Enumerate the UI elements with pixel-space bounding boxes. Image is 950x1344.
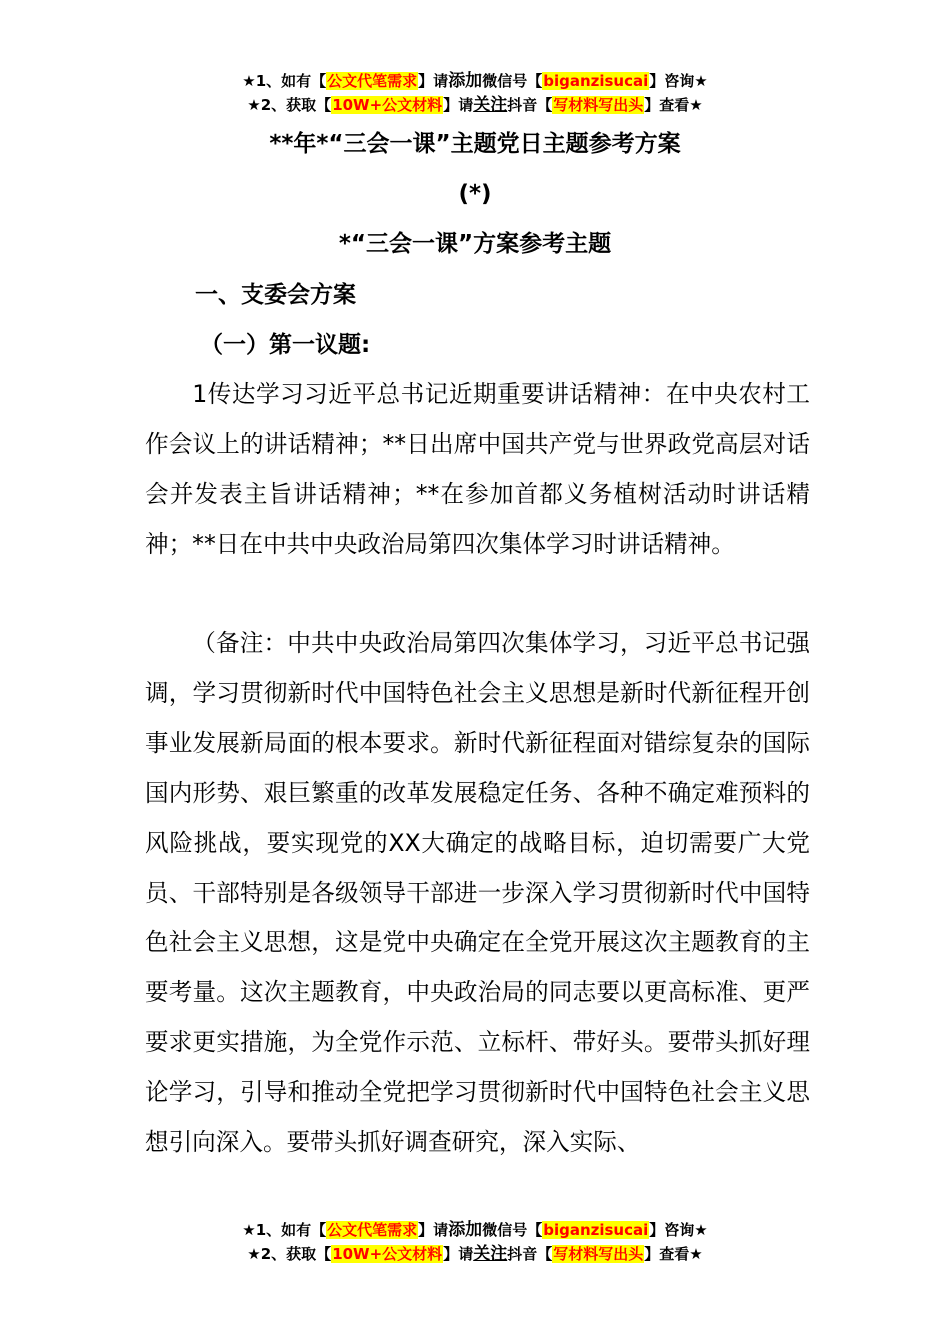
ad-emphasis: 添加 xyxy=(448,1220,483,1240)
ad-text: 微信号【 xyxy=(482,1221,543,1239)
ad-text: 】查看★ xyxy=(644,1245,703,1263)
ad-banner-top-line2 xyxy=(0,94,950,116)
ad-wechat-id: biganzisucai xyxy=(543,1221,649,1239)
body-paragraph-1: 1传达学习习近平总书记近期重要讲话精神：在中央农村工作会议上的讲话精神；**日出席中国共产党与世界政党高层对话会并发表主旨讲话精神；**在参加首都义务植树活动时讲话精神；**日在中共中央政治局第四次集体学习时讲话精神。 xyxy=(145,380,810,558)
ad-text: 】请 xyxy=(418,72,449,90)
ad-text: ★2、获取【 xyxy=(247,1245,332,1263)
body-paragraph-2: （备注：中共中央政治局第四次集体学习，习近平总书记强调，学习贯彻新时代中国特色社会主义思想是新时代新征程开创事业发展新局面的根本要求。新时代新征程面对错综复杂的国际国内形势、艰巨繁重的改革发展稳定任务、各种不确定难预料的风险挑战，要实现党的XX大确定的战略目标，迫切需要广大党员、干部特别是各级领导干部进一步深入学习贯彻新时代中国特色社会主义思想，这是党中央确定在全党开展这次主题教育的主要考量。这次主题教育，中央政治局的同志要以更高标准、更严要求更实措施，为全党作示范、立标杆、带好头。要带头抓好理论学习，引导和推动全党把学习贯彻新时代中国特色社会主义思想引向深入。要带头抓好调查研究，深入实际、 xyxy=(145,629,810,1157)
ad-emphasis: 关注 xyxy=(473,95,508,115)
ad-text: ★1、如有【 xyxy=(242,1221,327,1239)
ad-wechat-id: biganzisucai xyxy=(543,72,649,90)
ad-douyin-id: 写材料写出头 xyxy=(553,1245,644,1263)
ad-highlight: 公文代笔需求 xyxy=(327,72,418,90)
ad-text: 】咨询★ xyxy=(649,72,708,90)
ad-highlight: 公文代笔需求 xyxy=(327,1221,418,1239)
ad-highlight: 10W+公文材料 xyxy=(332,96,443,114)
ad-text: 抖音【 xyxy=(507,96,553,114)
ad-text: 】请 xyxy=(418,1221,449,1239)
ad-text: 】查看★ xyxy=(644,96,703,114)
document-subtitle: (*) xyxy=(458,181,492,207)
ad-emphasis: 关注 xyxy=(473,1244,508,1264)
ad-banner-bottom-line2 xyxy=(0,1243,950,1265)
ad-banner-top-line1 xyxy=(0,70,950,92)
section-heading: 一、支委会方案 xyxy=(195,282,356,308)
subsection-heading: （一）第一议题: xyxy=(200,332,371,358)
ad-emphasis: 添加 xyxy=(448,71,483,91)
ad-text: 抖音【 xyxy=(507,1245,553,1263)
ad-banner-bottom-line1 xyxy=(0,1219,950,1241)
ad-text: 】咨询★ xyxy=(649,1221,708,1239)
document-title: **年*“三会一课”主题党日主题参考方案 xyxy=(269,131,681,157)
ad-text: ★2、获取【 xyxy=(247,96,332,114)
ad-douyin-id: 写材料写出头 xyxy=(553,96,644,114)
ad-text: 】请 xyxy=(443,96,474,114)
ad-text: 微信号【 xyxy=(482,72,543,90)
ad-text: 】请 xyxy=(443,1245,474,1263)
ad-text: ★1、如有【 xyxy=(242,72,327,90)
document-title-2: *“三会一课”方案参考主题 xyxy=(338,231,612,257)
ad-highlight: 10W+公文材料 xyxy=(332,1245,443,1263)
